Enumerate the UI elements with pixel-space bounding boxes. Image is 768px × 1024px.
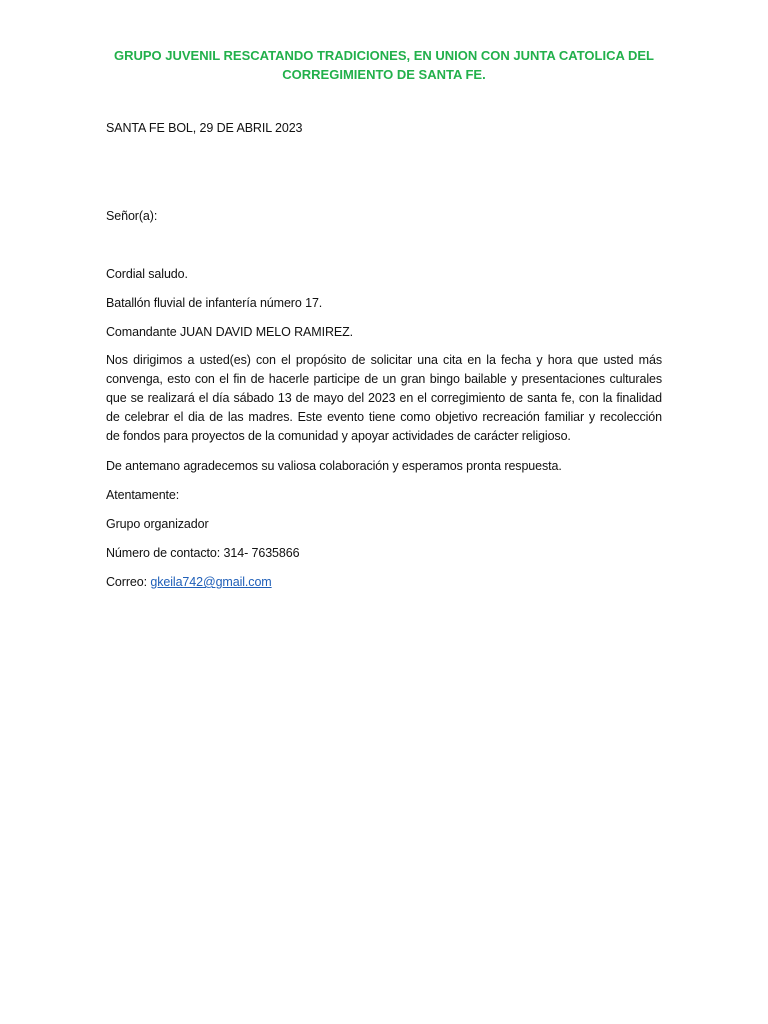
email-label: Correo: bbox=[106, 575, 151, 589]
body-paragraph-line: de celebrar el dia de las madres. Este evento tiene como objetivo recreación familiar y recolección bbox=[106, 410, 662, 424]
letter-header bbox=[96, 46, 672, 84]
salutation: Señor(a): bbox=[106, 209, 158, 223]
email-line bbox=[106, 573, 662, 592]
greeting: Cordial saludo. bbox=[106, 267, 188, 281]
date-line: SANTA FE BOL, 29 DE ABRIL 2023 bbox=[106, 121, 303, 135]
signature: Grupo organizador bbox=[106, 517, 209, 531]
body-paragraph bbox=[106, 351, 662, 446]
body-paragraph-line: convenga, esto con el fin de hacerle participe de un gran bingo bailable y presentaciones culturales bbox=[106, 372, 662, 386]
closing: Atentamente: bbox=[106, 488, 180, 502]
body-paragraph-line: que se realizará el día sábado 13 de mayo del 2023 en el corregimiento de santa fe, con la finalidad bbox=[106, 391, 662, 405]
header-line-1: GRUPO JUVENIL RESCATANDO TRADICIONES, EN UNION CON JUNTA CATOLICA DEL bbox=[113, 48, 654, 63]
header-line-2: CORREGIMIENTO DE SANTA FE. bbox=[282, 67, 486, 82]
thanks-line: De antemano agradecemos su valiosa colaboración y esperamos pronta respuesta. bbox=[106, 459, 562, 473]
recipient-name: Comandante JUAN DAVID MELO RAMIREZ. bbox=[106, 325, 354, 339]
email-link[interactable]: gkeila742@gmail.com bbox=[150, 575, 272, 589]
body-paragraph-line: de fondos para proyectos de la comunidad y apoyar actividades de carácter religioso. bbox=[106, 429, 571, 443]
contact-line: Número de contacto: 314- 7635866 bbox=[106, 546, 300, 560]
recipient-unit: Batallón fluvial de infantería número 17. bbox=[106, 296, 323, 310]
body-paragraph-line: Nos dirigimos a usted(es) con el propósito de solicitar una cita en la fecha y hora que usted más bbox=[106, 353, 662, 367]
